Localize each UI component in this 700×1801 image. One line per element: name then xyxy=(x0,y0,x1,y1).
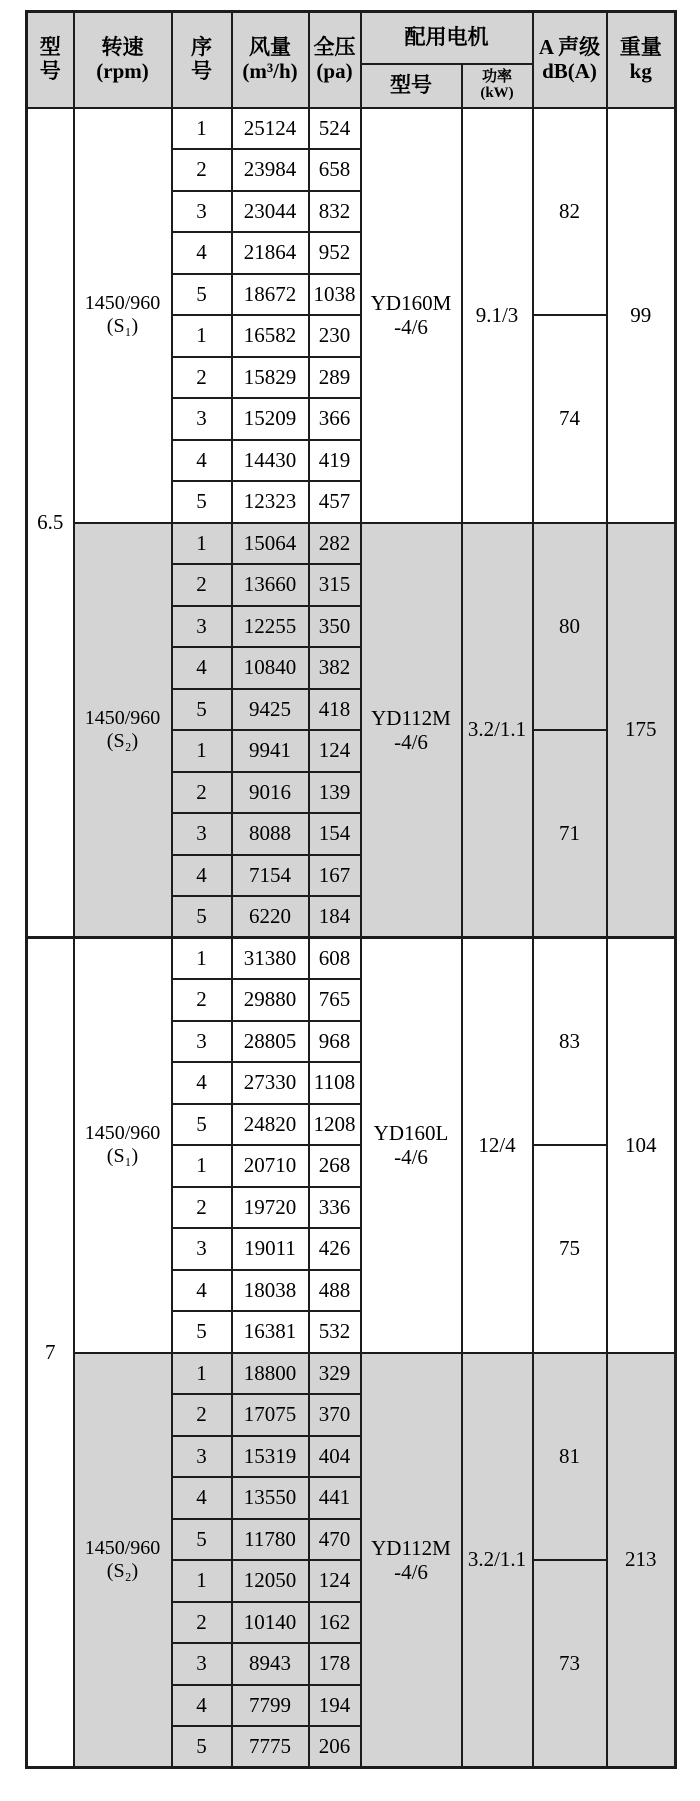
seq-cell: 4 xyxy=(172,1270,232,1312)
speed-variant: (S₂) xyxy=(106,729,139,752)
speed-variant: (S₁) xyxy=(106,1145,139,1168)
seq-cell: 2 xyxy=(172,357,232,399)
pressure-cell: 470 xyxy=(309,1519,361,1561)
motor-model-line1: YD160L xyxy=(373,1121,449,1146)
motor-model-cell xyxy=(361,523,462,938)
motor-model-line2: -4/6 xyxy=(394,1145,428,1170)
header-model xyxy=(27,12,74,108)
model-cell: 6.5 xyxy=(27,108,74,938)
airflow-cell: 13660 xyxy=(232,564,309,606)
seq-cell: 4 xyxy=(172,1477,232,1519)
airflow-cell: 20710 xyxy=(232,1145,309,1187)
noise-cell-high: 80 xyxy=(533,523,607,731)
noise-cell-high: 81 xyxy=(533,1353,607,1561)
seq-cell: 2 xyxy=(172,149,232,191)
motor-power-cell: 12/4 xyxy=(462,938,533,1353)
weight-cell: 99 xyxy=(607,108,676,523)
airflow-cell: 16381 xyxy=(232,1311,309,1353)
airflow-cell: 14430 xyxy=(232,440,309,482)
airflow-cell: 10140 xyxy=(232,1602,309,1644)
airflow-cell: 21864 xyxy=(232,232,309,274)
pressure-cell: 124 xyxy=(309,1560,361,1602)
speed-cell xyxy=(74,1353,172,1768)
airflow-cell: 19720 xyxy=(232,1187,309,1229)
pressure-cell: 382 xyxy=(309,647,361,689)
airflow-cell: 13550 xyxy=(232,1477,309,1519)
pressure-cell: 230 xyxy=(309,315,361,357)
motor-model-cell xyxy=(361,108,462,523)
header-model-line2: 号 xyxy=(39,58,61,83)
table-row xyxy=(27,938,676,980)
pressure-cell: 524 xyxy=(309,108,361,150)
pressure-cell: 124 xyxy=(309,730,361,772)
pressure-cell: 154 xyxy=(309,813,361,855)
fan-spec-table xyxy=(25,10,677,1769)
header-pressure-line2: (pa) xyxy=(316,58,353,83)
weight-cell: 213 xyxy=(607,1353,676,1768)
seq-cell: 5 xyxy=(172,689,232,731)
pressure-cell: 441 xyxy=(309,1477,361,1519)
airflow-cell: 15064 xyxy=(232,523,309,565)
speed-variant: (S₂) xyxy=(106,1559,139,1582)
table-row xyxy=(27,1353,676,1395)
header-motor-model: 型号 xyxy=(361,64,462,108)
motor-model-line2: -4/6 xyxy=(394,729,428,754)
header-motor-power-line1: 功率 xyxy=(481,68,512,85)
pressure-cell: 1208 xyxy=(309,1104,361,1146)
header-motor-power-line2: (kW) xyxy=(480,84,514,101)
pressure-cell: 532 xyxy=(309,1311,361,1353)
airflow-cell: 23984 xyxy=(232,149,309,191)
pressure-cell: 457 xyxy=(309,481,361,523)
motor-power-cell: 3.2/1.1 xyxy=(462,523,533,938)
motor-power-cell: 9.1/3 xyxy=(462,108,533,523)
airflow-cell: 16582 xyxy=(232,315,309,357)
airflow-cell: 29880 xyxy=(232,979,309,1021)
seq-cell: 1 xyxy=(172,938,232,980)
pressure-cell: 139 xyxy=(309,772,361,814)
pressure-cell: 832 xyxy=(309,191,361,233)
seq-cell: 5 xyxy=(172,1104,232,1146)
noise-cell-low: 71 xyxy=(533,730,607,938)
header-index xyxy=(172,12,232,108)
speed-cell xyxy=(74,938,172,1353)
speed-value: 1450/960 xyxy=(84,292,161,314)
header-index-line1: 序 xyxy=(191,35,212,60)
pressure-cell: 167 xyxy=(309,855,361,897)
seq-cell: 2 xyxy=(172,772,232,814)
model-cell: 7 xyxy=(27,938,74,1768)
header-motor-power xyxy=(462,64,533,108)
airflow-cell: 7154 xyxy=(232,855,309,897)
header-index-line2: 号 xyxy=(191,58,212,83)
speed-variant: (S₁) xyxy=(106,315,139,337)
motor-power-cell: 3.2/1.1 xyxy=(462,1353,533,1768)
table-row xyxy=(27,523,676,565)
airflow-cell: 8088 xyxy=(232,813,309,855)
seq-cell: 3 xyxy=(172,1228,232,1270)
seq-cell: 2 xyxy=(172,1394,232,1436)
pressure-cell: 178 xyxy=(309,1643,361,1685)
pressure-cell: 268 xyxy=(309,1145,361,1187)
seq-cell: 4 xyxy=(172,855,232,897)
pressure-cell: 968 xyxy=(309,1021,361,1063)
seq-cell: 1 xyxy=(172,730,232,772)
seq-cell: 2 xyxy=(172,1187,232,1229)
seq-cell: 3 xyxy=(172,1021,232,1063)
seq-cell: 5 xyxy=(172,1726,232,1768)
speed-cell xyxy=(74,108,172,523)
table-row xyxy=(27,108,676,150)
pressure-cell: 206 xyxy=(309,1726,361,1768)
seq-cell: 2 xyxy=(172,979,232,1021)
seq-cell: 3 xyxy=(172,1436,232,1478)
header-speed-line2: (rpm) xyxy=(96,58,149,83)
header-weight xyxy=(607,12,676,108)
speed-cell xyxy=(74,523,172,938)
pressure-cell: 426 xyxy=(309,1228,361,1270)
airflow-cell: 23044 xyxy=(232,191,309,233)
seq-cell: 4 xyxy=(172,1062,232,1104)
airflow-cell: 24820 xyxy=(232,1104,309,1146)
motor-model-line1: YD112M xyxy=(371,1535,451,1560)
airflow-cell: 9941 xyxy=(232,730,309,772)
pressure-cell: 404 xyxy=(309,1436,361,1478)
motor-model-line2: -4/6 xyxy=(394,1559,428,1584)
seq-cell: 5 xyxy=(172,1519,232,1561)
airflow-cell: 9425 xyxy=(232,689,309,731)
seq-cell: 3 xyxy=(172,398,232,440)
seq-cell: 1 xyxy=(172,523,232,565)
airflow-cell: 12323 xyxy=(232,481,309,523)
pressure-cell: 952 xyxy=(309,232,361,274)
pressure-cell: 419 xyxy=(309,440,361,482)
seq-cell: 3 xyxy=(172,813,232,855)
seq-cell: 2 xyxy=(172,1602,232,1644)
airflow-cell: 28805 xyxy=(232,1021,309,1063)
pressure-cell: 366 xyxy=(309,398,361,440)
seq-cell: 2 xyxy=(172,564,232,606)
pressure-cell: 289 xyxy=(309,357,361,399)
seq-cell: 3 xyxy=(172,191,232,233)
motor-model-cell xyxy=(361,938,462,1353)
airflow-cell: 15829 xyxy=(232,357,309,399)
airflow-cell: 17075 xyxy=(232,1394,309,1436)
seq-cell: 5 xyxy=(172,896,232,938)
pressure-cell: 282 xyxy=(309,523,361,565)
seq-cell: 4 xyxy=(172,440,232,482)
airflow-cell: 15319 xyxy=(232,1436,309,1478)
seq-cell: 3 xyxy=(172,1643,232,1685)
airflow-cell: 18800 xyxy=(232,1353,309,1395)
seq-cell: 5 xyxy=(172,481,232,523)
airflow-cell: 12255 xyxy=(232,606,309,648)
table-header xyxy=(27,12,676,108)
seq-cell: 4 xyxy=(172,1685,232,1727)
airflow-cell: 11780 xyxy=(232,1519,309,1561)
airflow-cell: 18038 xyxy=(232,1270,309,1312)
pressure-cell: 194 xyxy=(309,1685,361,1727)
pressure-cell: 329 xyxy=(309,1353,361,1395)
airflow-cell: 10840 xyxy=(232,647,309,689)
seq-cell: 3 xyxy=(172,606,232,648)
header-noise-line1: A 声级 xyxy=(538,35,601,60)
seq-cell: 1 xyxy=(172,315,232,357)
noise-cell-low: 73 xyxy=(533,1560,607,1768)
pressure-cell: 370 xyxy=(309,1394,361,1436)
header-airflow xyxy=(232,12,309,108)
pressure-cell: 765 xyxy=(309,979,361,1021)
motor-model-line1: YD112M xyxy=(371,705,451,730)
airflow-cell: 12050 xyxy=(232,1560,309,1602)
airflow-cell: 7799 xyxy=(232,1685,309,1727)
weight-cell: 175 xyxy=(607,523,676,938)
seq-cell: 1 xyxy=(172,1145,232,1187)
seq-cell: 1 xyxy=(172,108,232,150)
header-model-line1: 型 xyxy=(39,35,61,60)
airflow-cell: 31380 xyxy=(232,938,309,980)
pressure-cell: 658 xyxy=(309,149,361,191)
pressure-cell: 350 xyxy=(309,606,361,648)
noise-cell-high: 82 xyxy=(533,108,607,316)
airflow-cell: 9016 xyxy=(232,772,309,814)
header-pressure-line1: 全压 xyxy=(313,35,356,60)
header-airflow-line1: 风量 xyxy=(249,35,291,60)
header-pressure xyxy=(309,12,361,108)
airflow-cell: 25124 xyxy=(232,108,309,150)
pressure-cell: 1038 xyxy=(309,274,361,316)
airflow-cell: 7775 xyxy=(232,1726,309,1768)
pressure-cell: 184 xyxy=(309,896,361,938)
seq-cell: 5 xyxy=(172,1311,232,1353)
spec-table-body xyxy=(27,108,676,1768)
pressure-cell: 336 xyxy=(309,1187,361,1229)
header-airflow-line2: (m³/h) xyxy=(242,58,298,83)
header-noise xyxy=(533,12,607,108)
speed-value: 1450/960 xyxy=(84,1536,161,1559)
seq-cell: 4 xyxy=(172,647,232,689)
airflow-cell: 19011 xyxy=(232,1228,309,1270)
motor-model-line2: -4/6 xyxy=(394,315,428,339)
airflow-cell: 8943 xyxy=(232,1643,309,1685)
header-noise-line2: dB(A) xyxy=(542,58,597,83)
noise-cell-high: 83 xyxy=(533,938,607,1146)
header-motor-group: 配用电机 xyxy=(361,12,533,64)
speed-value: 1450/960 xyxy=(84,706,161,729)
fan-spec-table-wrap xyxy=(25,10,677,1769)
weight-cell: 104 xyxy=(607,938,676,1353)
noise-cell-low: 74 xyxy=(533,315,607,523)
airflow-cell: 27330 xyxy=(232,1062,309,1104)
pressure-cell: 608 xyxy=(309,938,361,980)
header-speed xyxy=(74,12,172,108)
seq-cell: 5 xyxy=(172,274,232,316)
seq-cell: 1 xyxy=(172,1353,232,1395)
header-row-1 xyxy=(27,12,676,64)
header-speed-line1: 转速 xyxy=(101,35,144,60)
pressure-cell: 315 xyxy=(309,564,361,606)
motor-model-cell xyxy=(361,1353,462,1768)
airflow-cell: 18672 xyxy=(232,274,309,316)
noise-cell-low: 75 xyxy=(533,1145,607,1353)
airflow-cell: 15209 xyxy=(232,398,309,440)
pressure-cell: 162 xyxy=(309,1602,361,1644)
pressure-cell: 488 xyxy=(309,1270,361,1312)
header-weight-line2: kg xyxy=(629,58,652,83)
airflow-cell: 6220 xyxy=(232,896,309,938)
header-weight-line1: 重量 xyxy=(619,35,662,60)
motor-model-line1: YD160M xyxy=(370,290,452,315)
seq-cell: 4 xyxy=(172,232,232,274)
pressure-cell: 418 xyxy=(309,689,361,731)
seq-cell: 1 xyxy=(172,1560,232,1602)
pressure-cell: 1108 xyxy=(309,1062,361,1104)
speed-value: 1450/960 xyxy=(84,1122,161,1145)
